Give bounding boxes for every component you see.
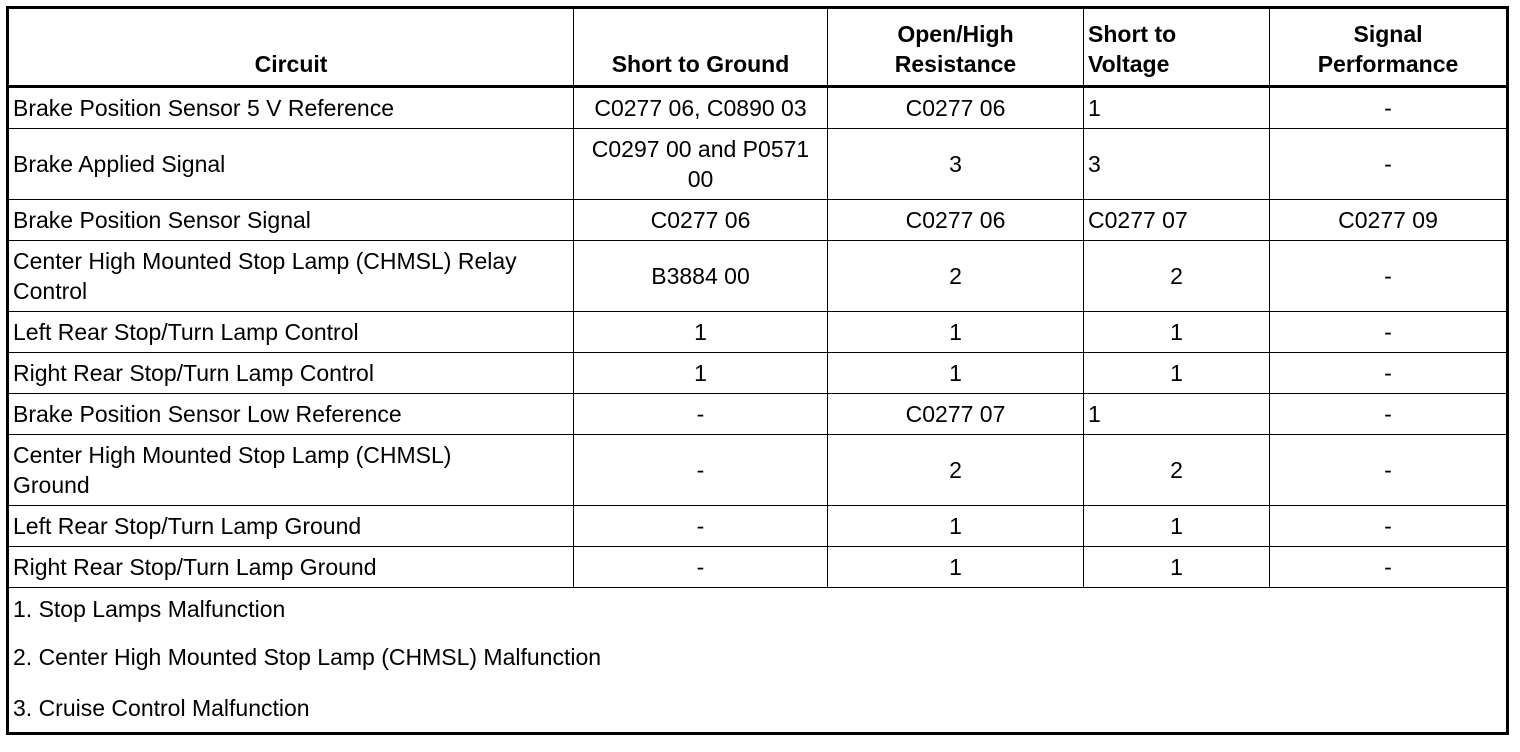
short-to-voltage-cell: 2	[1084, 435, 1270, 506]
short-to-voltage-cell: 2	[1084, 241, 1270, 312]
signal-performance-cell: -	[1270, 312, 1508, 353]
header-circuit: Circuit	[8, 8, 574, 87]
open-high-resistance-cell: C0277 07	[828, 394, 1084, 435]
circuit-cell: Left Rear Stop/Turn Lamp Ground	[8, 506, 574, 547]
signal-performance-cell: -	[1270, 87, 1508, 129]
short-to-voltage-cell: 1	[1084, 547, 1270, 588]
circuit-cell: Right Rear Stop/Turn Lamp Control	[8, 353, 574, 394]
table-notes	[8, 588, 1508, 734]
open-high-resistance-cell: 2	[828, 435, 1084, 506]
short-to-ground-cell: 1	[574, 353, 828, 394]
header-open-high-resistance: Open/High Resistance	[828, 8, 1084, 87]
circuit-cell: Brake Position Sensor Signal	[8, 200, 574, 241]
table-row	[8, 435, 1508, 506]
circuit-cell: Brake Position Sensor 5 V Reference	[8, 87, 574, 129]
signal-performance-cell: -	[1270, 129, 1508, 200]
short-to-voltage-cell: 1	[1084, 312, 1270, 353]
short-to-ground-cell: 1	[574, 312, 828, 353]
signal-performance-cell: C0277 09	[1270, 200, 1508, 241]
short-to-ground-cell: -	[574, 435, 828, 506]
open-high-resistance-cell: 1	[828, 547, 1084, 588]
signal-performance-cell: -	[1270, 547, 1508, 588]
table-header-row	[8, 8, 1508, 87]
signal-performance-cell: -	[1270, 435, 1508, 506]
short-to-ground-cell: B3884 00	[574, 241, 828, 312]
header-short-to-ground: Short to Ground	[574, 8, 828, 87]
circuit-cell: Center High Mounted Stop Lamp (CHMSL) Relay Control	[8, 241, 574, 312]
circuit-cell: Right Rear Stop/Turn Lamp Ground	[8, 547, 574, 588]
table-notes-row	[8, 588, 1508, 734]
short-to-voltage-cell: 3	[1084, 129, 1270, 200]
signal-performance-cell: -	[1270, 353, 1508, 394]
table-row	[8, 353, 1508, 394]
open-high-resistance-cell: 1	[828, 312, 1084, 353]
signal-performance-cell: -	[1270, 506, 1508, 547]
short-to-voltage-cell: 1	[1084, 87, 1270, 129]
table-row	[8, 87, 1508, 129]
open-high-resistance-cell: 2	[828, 241, 1084, 312]
signal-performance-cell: -	[1270, 241, 1508, 312]
table-row	[8, 200, 1508, 241]
signal-performance-cell: -	[1270, 394, 1508, 435]
table-row	[8, 312, 1508, 353]
table-row	[8, 547, 1508, 588]
short-to-ground-cell: C0297 00 and P0571 00	[574, 129, 828, 200]
table-row	[8, 506, 1508, 547]
table-row	[8, 394, 1508, 435]
short-to-ground-cell: -	[574, 547, 828, 588]
header-signal-performance: Signal Performance	[1270, 8, 1508, 87]
circuit-cell: Brake Position Sensor Low Reference	[8, 394, 574, 435]
open-high-resistance-cell: C0277 06	[828, 200, 1084, 241]
short-to-voltage-cell: 1	[1084, 353, 1270, 394]
open-high-resistance-cell: 1	[828, 506, 1084, 547]
circuit-cell: Brake Applied Signal	[8, 129, 574, 200]
open-high-resistance-cell: 3	[828, 129, 1084, 200]
short-to-ground-cell: C0277 06	[574, 200, 828, 241]
short-to-ground-cell: -	[574, 506, 828, 547]
note-3: 3. Cruise Control Malfunction	[13, 695, 310, 721]
short-to-voltage-cell: C0277 07	[1084, 200, 1270, 241]
short-to-ground-cell: -	[574, 394, 828, 435]
open-high-resistance-cell: C0277 06	[828, 87, 1084, 129]
open-high-resistance-cell: 1	[828, 353, 1084, 394]
dtc-table	[6, 6, 1509, 735]
table-row	[8, 241, 1508, 312]
note-1: 1. Stop Lamps Malfunction	[13, 596, 286, 622]
circuit-cell: Left Rear Stop/Turn Lamp Control	[8, 312, 574, 353]
circuit-cell: Center High Mounted Stop Lamp (CHMSL) Ground	[8, 435, 574, 506]
short-to-voltage-cell: 1	[1084, 506, 1270, 547]
note-2: 2. Center High Mounted Stop Lamp (CHMSL) Malfunction	[13, 644, 602, 670]
table-row	[8, 129, 1508, 200]
short-to-ground-cell: C0277 06, C0890 03	[574, 87, 828, 129]
header-short-to-voltage: Short to Voltage	[1084, 8, 1270, 87]
short-to-voltage-cell: 1	[1084, 394, 1270, 435]
